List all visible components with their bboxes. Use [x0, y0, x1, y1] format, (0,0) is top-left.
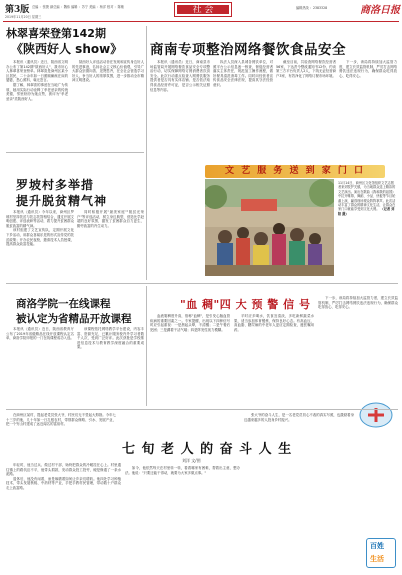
story1-col-2	[72, 60, 144, 152]
story5-para-2: 平时应多喝水，饮食宜清淡，多吃新鲜蔬菜水果，适当参加体育锻炼，保持良好心态。有高血压、高血脂、糖尿病的中老年人更应定期检查，遵医嘱用药。	[234, 314, 314, 332]
column-divider	[146, 26, 147, 280]
story5-col-1	[150, 314, 230, 406]
story6-para-1: 在商州区某村，提起老党员张大爷，村民们无不竖起大拇指。今年七十三岁的他，几十年如一日扎根农村，带领群众修路、引水、发展产业，把一个穷山村建成了远近闻名的富裕村。	[6, 413, 116, 427]
story6-para-3: 退休后，他没有闲着，而是琢磨着如何让乡亲们增收。他四处学习种植技术，带头发展核桃、中药材等产业，手把手教村民管理，带动数十户群众走上致富路。	[6, 476, 121, 490]
story5-para-3: 下一步，该局将持续加大监管力度，建立长效监管机制，严厉打击网络餐饮违法违规行为，确保群众吃得放心、吃得安心。	[318, 296, 398, 310]
story4-headline-line1: 商洛学院一在线课程	[16, 298, 111, 310]
story6-col-3	[244, 413, 354, 571]
story1-para-3: 陕西好人评选活动旨在发现和宣传身边好人的先进事迹，弘扬社会主义核心价值观，引导广大群众崇德向善、见贤思齐，在全社会营造学习好人、争当好人的浓厚氛围，进一步推动全市精神文明建设。	[72, 60, 144, 83]
section-label: 社 会	[177, 5, 229, 14]
photo-feature-title: 文 艺 服 务 送 到 家 门 口	[224, 166, 366, 176]
story5-headline: "血 稠"四 大 预 警 信 号	[180, 298, 311, 311]
story4-para-2: 该课程依托网络教学平台建设，内容丰富、资源充足，已累计服务校内外学习者数千人次，受到广泛好评。此次获批是学校推进信息技术与教育教学深度融合的重要成果。	[77, 327, 144, 350]
story6-para-2: 年轻时，他当过兵、做过村干部，始终把群众的冷暖挂在心上。村里通往镇上的路坑洼不平，他带头捐款，发动群众投工投劳，硬是修通了一条水泥路。	[6, 463, 121, 477]
story2-para-1: 本报讯（通讯员）近日，商南县市场监管局开展网络餐饮食品安全专项整治行动，切实保障网络订餐消费者饮食安全。此次行动重点检查入网餐饮服务提供者是否具有实体店铺、是否依法取得食品经营许可证，是否公示相关证照信息等内容。	[150, 60, 210, 92]
story3-col-2	[77, 210, 144, 278]
story5-col-3	[318, 296, 398, 396]
photo-feature	[148, 134, 398, 274]
issue-date: 2019年11月20日 星期三	[5, 15, 42, 19]
story3-para-1: 本报讯（通讯员）今年以来，商州区罗坡村坚持扶贫与扶志扶智相结合，通过开展文明创建、评选表彰等活动，着力提升贫困群众脱贫致富的精气神。	[6, 210, 74, 228]
story1-col-1	[6, 60, 68, 152]
story1-bottom-rule	[6, 152, 144, 153]
story1-headline: 《陕西好人 show》	[11, 42, 123, 56]
story3-headline-line2: 提升脱贫精气神	[16, 194, 108, 208]
story6-para-5: 张大爷的奋斗人生，是一名老党员初心不改的真实写照，也激励着身边越来越多的人投身乡村振兴。	[244, 413, 354, 422]
story3-col-1	[6, 210, 74, 278]
story5-col-2	[234, 314, 314, 406]
story4-col-1	[6, 327, 74, 399]
editor-credits: 总编 ：张捷 副总编 ：魏伟 编辑 ：苏宁 美编 ：杨洋 校对 ：陈敏	[32, 5, 124, 9]
corner-logo-line2: 生活	[370, 555, 384, 563]
page-number: 第3版	[5, 5, 30, 15]
story2-col-3	[276, 60, 336, 134]
story2-para-4: 下一步，该局将持续加大监管力度，建立长效监管机制，严厉打击网络餐饮违法违规行为，确保群众吃得放心、吃得安心。	[339, 60, 397, 78]
story4-headline-line2: 被认定为省精品开放课程	[16, 313, 132, 325]
performance-photo	[205, 179, 334, 276]
photo-caption	[338, 181, 396, 273]
story3-para-2: 该村组建了文艺宣传队，定期开展文化下乡活动，用群众喜闻乐见的形式宣传党的扶贫政策；开办农民夜校，邀请技术人员授课，提高群众致富技能。	[6, 228, 74, 247]
story1-kicker: 林翠喜荣登第142期	[6, 27, 106, 40]
photo-credit: （记者 刘阳 摄）	[338, 207, 395, 216]
story4-para-1: 本报讯（通讯员）近日，陕西省教育厅公布了2019年省级精品在线开放课程认定名单，商洛学院申报的一门在线课程成功入选。	[6, 327, 74, 341]
story2-headline: 商南专项整治网络餐饮食品安全	[150, 42, 346, 58]
photo-caption-text: 11月14日，商州区文化馆组织文艺志愿者来到牧护关镇，为当地群众送上精彩的文艺演出。演出在歌曲《我和我的祖国》中拉开帷幕，舞蹈、小品、快板等节目轮番上演，赢得现场观众阵阵掌声。此次活动丰富了群众的精神文化生活，让群众在家门口就能享受到文化大餐。	[338, 181, 396, 212]
story2-col-1	[150, 60, 210, 134]
health-stamp-icon	[358, 401, 394, 429]
lower-rule	[6, 409, 398, 410]
lifestyle-column-logo	[366, 538, 396, 568]
editor-hotline: 编辑热线 ：2383328	[296, 6, 328, 10]
story2-col-4	[339, 60, 397, 134]
story4-col-2	[77, 327, 144, 399]
story6-byline: 刘洋 文/图	[182, 458, 201, 463]
story2-col-2	[213, 60, 273, 134]
story6-para-4: 如今，他依然每天在村里转一转，看看哪家有困难，帮着出主意、想办法。他说："只要还能干得动，就要为大家多做点事。"	[125, 466, 240, 475]
story1-para-2: 据了解，林翠喜的事迹在当地广为传颂，她用实际行动诠释了孝老爱亲的传统美德，邻里纷纷为她点赞，被评为"孝老爱亲"类陕西好人。	[6, 82, 68, 101]
column-divider-2	[146, 286, 147, 406]
story2-para-3: 截至目前，共检查网络餐饮经营者56家，下达责令整改通知书12份，约谈第三方平台负责人2人，下线无证经营商户3家，有效净化了网络订餐市场环境。	[276, 60, 336, 78]
story6-intro	[6, 413, 116, 453]
story6-headline: 七 旬 老 人 的 奋 斗 人 生	[122, 442, 293, 457]
story6-col-2	[125, 466, 240, 571]
middle-rule	[6, 283, 398, 284]
story3-para-3: 同时积极开展"最美家庭""脱贫光荣户"等评选活动，树立身边典型，营造比学赶超的良好氛围，激发了贫困群众自力更生、勤劳致富的内生动力。	[77, 210, 144, 228]
photo-feature-title-bar	[205, 165, 385, 178]
newspaper-logo: 商洛日报	[360, 5, 400, 16]
masthead	[0, 0, 402, 24]
masthead-rule	[3, 21, 399, 22]
section-label-box	[174, 2, 232, 17]
story2-para-2: 执法人员深入县城各餐饮单位，对照平台公示信息逐一核查，督促经营者落实主体责任，规范加工操作流程，做好餐具清洗消毒工作。同时向经营者宣传食品安全法律法规，提高其守法经营意识。	[213, 60, 273, 87]
photo-crowd-illustration	[205, 179, 334, 276]
story3-headline-line1: 罗坡村多举措	[16, 178, 95, 192]
story5-para-1: 血液黏稠度升高，俗称"血稠"，是引发心脑血管疾病的重要因素之一。专家提醒，出现以下四种信号时应引起重视：一是晨起头晕，不清醒；二是午餐后犯困；三是蹲着干活气喘；四是阵发性视力模糊。	[150, 314, 230, 332]
story1-para-1: 本报讯（通讯员）近日，陕西省文明办公布了第142期"陕西好人"，我市好心人林翠喜荣登榜单。林翠喜是商州区某小区居民，二十余年如一日照顾瘫痪在床的婆婆，悉心照料，毫无怨言。	[6, 60, 68, 83]
story6-col-1	[6, 463, 121, 571]
corner-logo-line1: 百姓	[370, 542, 384, 550]
